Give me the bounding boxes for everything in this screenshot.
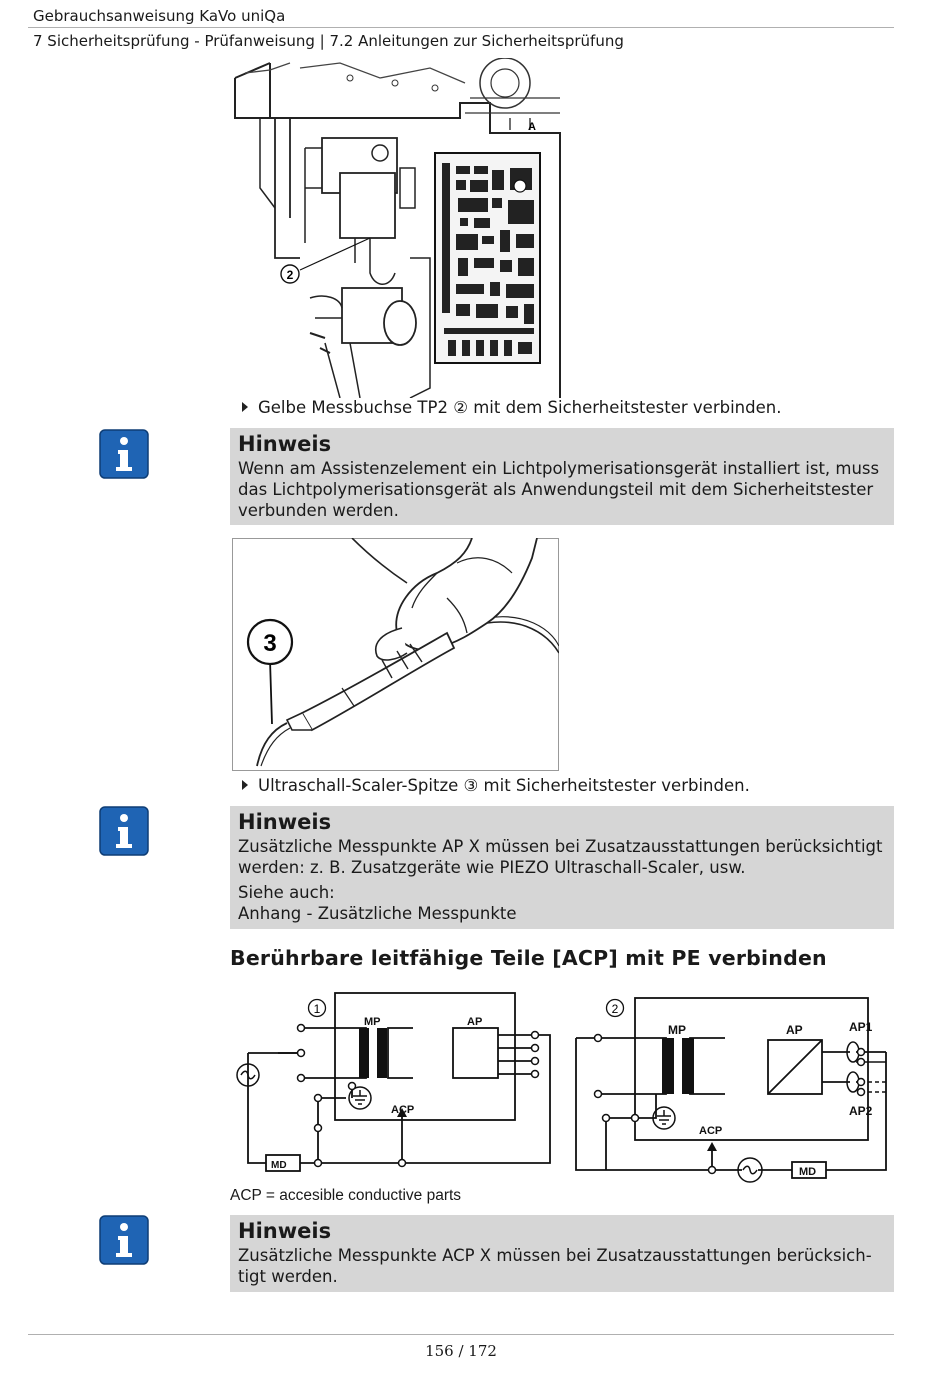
header-rule [28, 27, 894, 28]
diagram-right-number: 2 [611, 1002, 619, 1016]
breadcrumb: 7 Sicherheitsprüfung - Prüfanweisung | 7.2 Anleitungen zur Sicherheitsprüfung [33, 32, 624, 50]
note-box-1 [230, 428, 894, 525]
diagram-caption: ACP = accesible conductive parts [230, 1187, 462, 1204]
diagram-right-ap1-label: AP1 [849, 1020, 873, 1034]
diagram-right-acp-label: ACP [699, 1125, 723, 1137]
step-1-text: Gelbe Messbuchse TP2 ② mit dem Sicherheitstester verbinden. [258, 398, 782, 417]
triangle-bullet-icon [242, 780, 248, 790]
info-icon [99, 806, 149, 856]
page-number: 156 / 172 [425, 1342, 497, 1360]
note-box-3 [230, 1215, 894, 1292]
note-3-title: Hinweis [238, 1219, 332, 1243]
figure1-corner-label: A [528, 121, 536, 133]
note-2-see-also-label: Siehe auch: [238, 883, 335, 902]
note-3-body: Zusätzliche Messpunkte ACP X müssen bei Zusatzausstattungen berücksich-tigt werden. [238, 1246, 872, 1286]
note-box-2 [230, 806, 894, 929]
figure2-callout: 3 [263, 630, 277, 657]
figure-circuit-board [230, 58, 565, 398]
step-2-text: Ultraschall-Scaler-Spitze ③ mit Sicherheitstester verbinden. [258, 776, 750, 795]
diagram-left-ap-label: AP [467, 1016, 483, 1028]
note-2-see-also-link[interactable]: Anhang - Zusätzliche Messpunkte [238, 904, 517, 923]
triangle-bullet-icon [242, 402, 248, 412]
circuit-diagrams [228, 988, 893, 1188]
diagram-left-number: 1 [313, 1002, 321, 1016]
diagram-right-ap-label: AP [786, 1023, 803, 1037]
diagram-left-md-label: MD [271, 1160, 287, 1171]
diagram-right-mp-label: MP [668, 1023, 686, 1037]
instruction-step-1 [242, 398, 781, 417]
note-1-body: Wenn am Assistenzelement ein Lichtpolymerisationsgerät installiert ist, muss das Lichtpolymerisationsgerät als Anwendungsteil mit dem Sicherheitstester verbunden werden. [238, 459, 880, 520]
note-2-title: Hinweis [238, 810, 332, 834]
diagram-left-acp-label: ACP [391, 1104, 415, 1116]
figure1-callout: 2 [286, 268, 294, 282]
note-1-title: Hinweis [238, 432, 332, 456]
instruction-step-2 [242, 776, 750, 795]
footer-rule [28, 1334, 894, 1335]
diagram-left-mp-label: MP [364, 1016, 381, 1028]
section-heading: Berührbare leitfähige Teile [ACP] mit PE verbinden [230, 946, 827, 970]
document-title: Gebrauchsanweisung KaVo uniQa [33, 7, 286, 25]
info-icon [99, 429, 149, 479]
diagram-right-md-label: MD [799, 1166, 817, 1178]
info-icon [99, 1215, 149, 1265]
diagram-right-ap2-label: AP2 [849, 1104, 873, 1118]
note-2-body: Zusätzliche Messpunkte AP X müssen bei Zusatzausstattungen berücksichtigt werden: z. B. Zusatzgeräte wie PIEZO Ultraschall-Scaler, usw. [238, 837, 883, 877]
figure-scaler-handpiece [232, 538, 559, 771]
